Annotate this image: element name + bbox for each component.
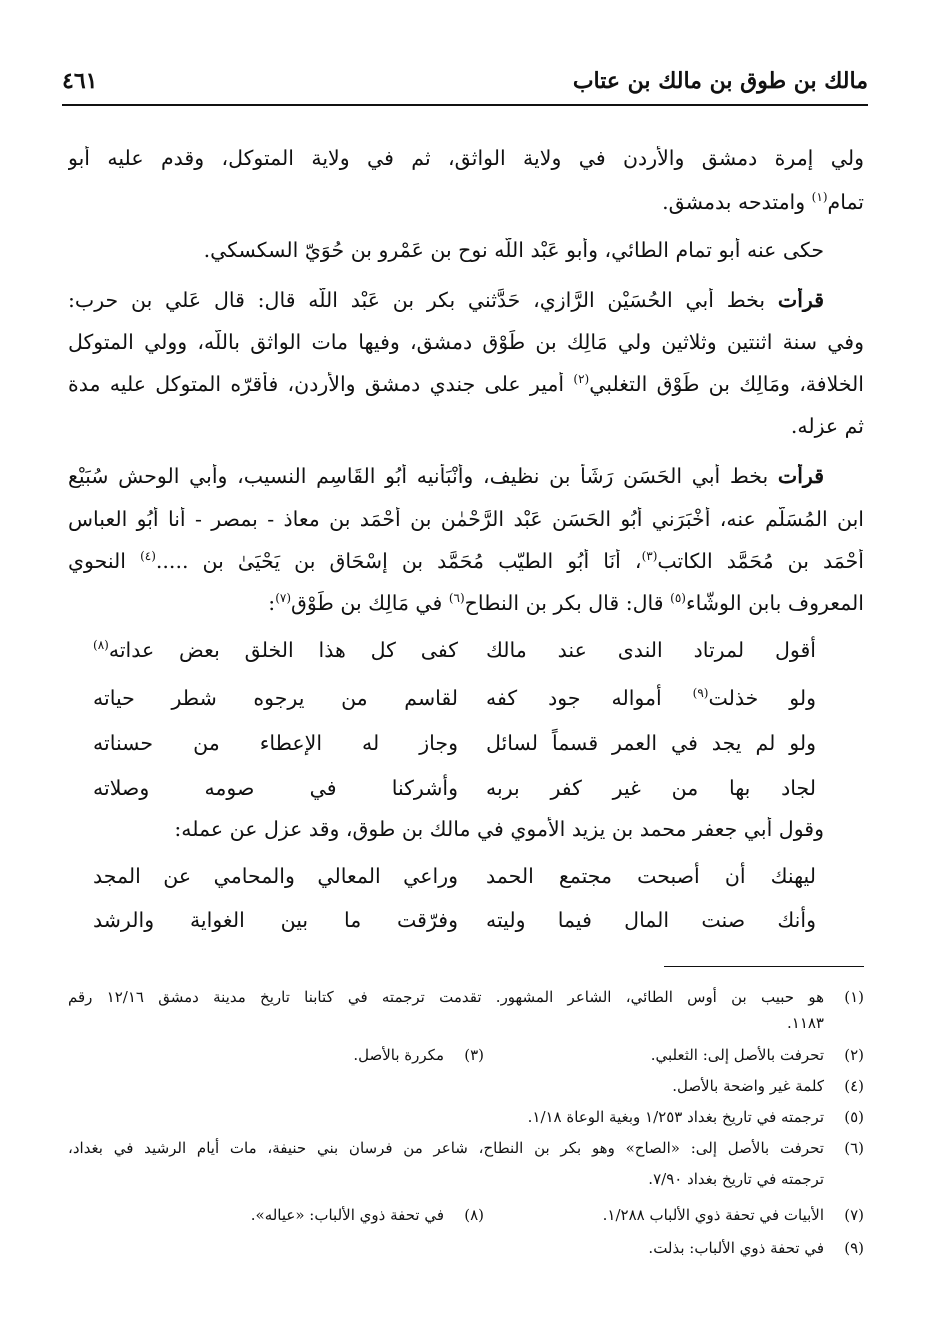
footnote-ref-1[interactable]: (١) — [811, 190, 828, 205]
footnote-separator — [664, 966, 864, 967]
footnote-ref-3[interactable]: (٣) — [641, 549, 658, 564]
footnote-ref-6[interactable]: (٦) — [448, 591, 465, 606]
poem-1-verse-3-left: وجاز له الإعطاء من حسناته — [93, 731, 458, 755]
paragraph-4-line-1: قرأت بخط أَبي الحَسَن رَشَأ بن نظيف، وأَنْبَأنيه أَبُو القَاسِم النسيب، وأَبي الوحش سُبَيْع — [68, 464, 824, 488]
footnote-1-continuation: ١١٨٣. — [786, 1014, 824, 1032]
paragraph-1-line-2: تمام$^{(١)}$ وامتدحه بدمشق. — [662, 190, 864, 214]
footnote-ref-8[interactable]: (٨) — [93, 638, 109, 653]
poem-1-verse-1-right: أقول لمرتاد الندى عند مالك — [486, 638, 816, 662]
footnote-ref-9[interactable]: (٩) — [692, 686, 709, 701]
paragraph-3-line-3: الخلافة، ومَالِك بن طَوْق التغلبي$^{(٢)}$ أمير على جندي دمشق والأردن، فأقرّه المتوكل عليه مدة — [68, 372, 864, 396]
poem-2-verse-2-left: وفرّقت ما بين الغواية والرشد — [93, 908, 458, 932]
poem-2-verse-1-right: ليهنك أن أصبحت مجتمع الحمد — [486, 864, 816, 888]
footnote-8: (٨) في تحفة ذوي الألباب: «عياله». — [250, 1206, 484, 1224]
footnote-ref-7[interactable]: (٧) — [275, 591, 292, 606]
footnote-9: (٩) في تحفة ذوي الألباب: بذلت. — [648, 1239, 864, 1257]
paragraph-3-line-1: قرأت بخط أَبي الحُسَيْن الرَّازي، حَدَّثني بكر بن عَبْد اللّه قال: قال عَلي بن حرب: — [68, 288, 824, 312]
poem-2-verse-2-right: وأنك صنت المال فيما وليته — [486, 908, 816, 932]
running-header — [62, 62, 868, 106]
poem-1-verse-3-right: ولو لم يجد في العمر قسماً لسائل — [486, 731, 816, 755]
paragraph-3-line-4: ثم عزله. — [790, 414, 864, 438]
footnote-1-text: هو حبيب بن أوس الطائي، الشاعر المشهور. تقدمت ترجمته في كتابنا تاريخ مدينة دمشق ١٢/١٦ رقم — [68, 988, 824, 1006]
footnote-6: (٦) تحرفت بالأصل إلى: «الصاح» وهو بكر بن النطاح، شاعر من فرسان بني حنيفة، مات أيام الرشيد في بغداد، — [68, 1139, 864, 1157]
running-title: مالك بن طوق بن مالك بن عتاب — [572, 68, 868, 94]
footnote-2: (٢) تحرفت بالأصل إلى: الثعلبي. — [650, 1046, 864, 1064]
footnote-3: (٣) مكررة بالأصل. — [353, 1046, 484, 1064]
poem-1-verse-2-right: ولو خذلت$^{(٩)}$ أمواله جود كفه — [486, 686, 817, 710]
page-number: ٤٦١ — [62, 68, 98, 94]
poem-2-intro: وقول أبي جعفر محمد بن يزيد الأموي في مالك بن طوق، وقد عزل عن عمله: — [174, 817, 824, 841]
poem-1-verse-4-left: وأشركنا في صومه وصلاته — [93, 776, 458, 800]
paragraph-4-line-2: ابن المُسَلّم عنه، أَخْبَرَني أَبُو الحَسَن عَبْد الرَّحْمٰن بن أَحْمَد بن معاذ - بمصر - أنا أَبُو العباس — [68, 507, 864, 531]
footnote-7: (٧) الأبيات في تحفة ذوي الألباب ١/٢٨٨. — [602, 1206, 864, 1224]
footnote-1 — [68, 988, 864, 1010]
footnote-1-number: (١) — [844, 988, 864, 1006]
poem-1-verse-4-right: لجاد بها من غير كفر بربه — [486, 776, 816, 800]
footnote-5: (٥) ترجمته في تاريخ بغداد ١/٢٥٣ وبغية الوعاة ١/١٨. — [527, 1108, 864, 1126]
poem-2-verse-1-left: وراعي المعالي والمحامي عن المجد — [93, 864, 458, 888]
poem-1-verse-2-left: لقاسم من يرجوه شطر حياته — [93, 686, 458, 710]
paragraph-1-line-1: ولي إمرة دمشق والأردن في ولاية الواثق، ثم في ولاية المتوكل، وقدم عليه أَبو — [68, 146, 864, 170]
poem-1-verse-1-left: كفى كل هذا الخلق بعض عداته$^{(٨)}$ — [93, 638, 458, 662]
paragraph-3-line-2: وفي سنة اثنتين وثلاثين ولي مَالِك بن طَوْق دمشق، وفيها مات الواثق باللّه، وولي المتوكل — [68, 330, 864, 354]
footnote-ref-5[interactable]: (٥) — [670, 591, 686, 606]
footnote-ref-2[interactable]: (٢) — [573, 372, 590, 387]
paragraph-4-line-3: أَحْمَد بن مُحَمَّد الكاتب$^{(٣)}$، أَنَا أَبُو الطيّب مُحَمَّد بن إِسْحَاق بن يَحْيَىٰ بن .....$^{(٤)}$ النحوي — [68, 549, 864, 573]
paragraph-2: حكى عنه أَبو تمام الطائي، وأَبو عَبْد اللّه نوح بن عَمْرو بن حُوَيّ السكسكي. — [203, 238, 824, 262]
footnote-ref-4[interactable]: (٤) — [140, 549, 156, 564]
footnote-4: (٤) كلمة غير واضحة بالأصل. — [672, 1077, 864, 1095]
footnote-6-continuation: ترجمته في تاريخ بغداد ٧/٩٠. — [648, 1170, 824, 1188]
paragraph-4-line-4: المعروف بابن الوشّاء$^{(٥)}$ قال: قال بكر بن النطاح$^{(٦)}$ في مَالِك بن طَوْق$^{(٧)}$: — [268, 591, 864, 615]
